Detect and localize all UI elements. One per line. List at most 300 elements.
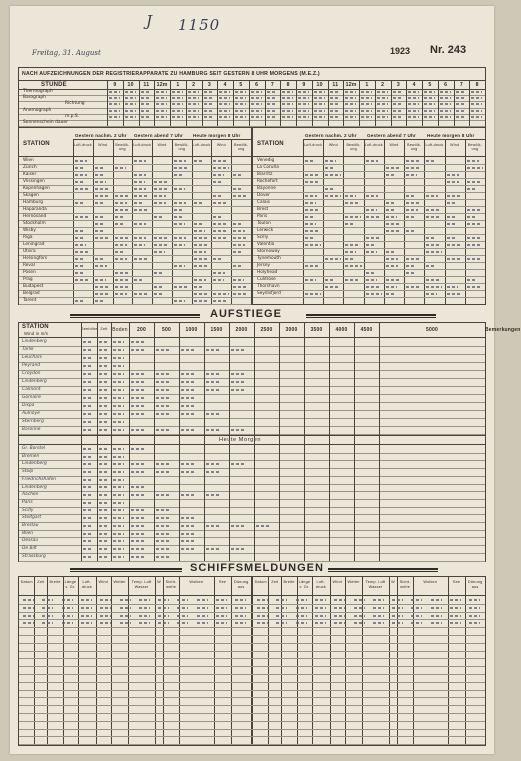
- hour-cell: 8: [286, 82, 290, 88]
- aufstiege-station: Leuchars: [22, 355, 42, 360]
- aufstiege-station: Stolp: [22, 469, 34, 475]
- aufstiege-station-col: STATION: [22, 324, 49, 330]
- handwritten-entry: [120, 607, 131, 609]
- group-left-1: Gestern nachm. 2 Uhr: [75, 133, 127, 138]
- aufstiege-station: Dispa: [22, 403, 35, 408]
- handwritten-entry: [194, 251, 206, 253]
- aufstiege-station: Strassburg: [22, 553, 46, 559]
- handwritten-entry: [447, 237, 455, 239]
- handwritten-entry: [406, 265, 415, 267]
- handwritten-entry: [100, 607, 111, 609]
- schiffs-col-header: Dünung aus: [467, 580, 483, 589]
- station-name: Prag: [23, 277, 33, 282]
- handwritten-entry: [134, 188, 146, 190]
- station-name: Kaiser: [23, 172, 37, 177]
- schiffs-col-header: Luft-druck: [315, 580, 326, 589]
- group-right-2: Gestern abend 7 Uhr: [367, 133, 416, 138]
- station-col-right: STATION: [257, 141, 284, 147]
- schiffs-col-header: Dünung aus: [233, 580, 249, 589]
- hour-cell: 11: [332, 82, 339, 88]
- aufstiege-station: Friedrichshafen: [22, 476, 57, 482]
- sub-header: Wind: [157, 143, 167, 147]
- handwritten-entry: [75, 230, 84, 232]
- group-right-3: Heute morgen 8 Uhr: [427, 133, 475, 138]
- station-name: Riga: [23, 235, 33, 240]
- handwritten-entry: [174, 300, 185, 302]
- handwritten-entry: [95, 216, 104, 218]
- station-name: Stornoway: [257, 249, 280, 254]
- station-name: Dover: [257, 193, 270, 198]
- schiffs-col-header: Länge v. Gr.: [64, 580, 77, 589]
- handwritten-entry: [75, 174, 87, 176]
- handwritten-entry: [426, 160, 435, 162]
- handwritten-entry: [174, 167, 190, 169]
- hour-cell: 6: [255, 82, 259, 88]
- handwritten-entry: [305, 237, 313, 239]
- handwritten-entry: [134, 293, 147, 295]
- handwritten-entry: [334, 615, 345, 617]
- handwritten-entry: [334, 607, 345, 609]
- aufstiege-title: AUFSTIEGE: [210, 308, 282, 320]
- aufstiege-station: Dessau: [22, 538, 39, 544]
- handwritten-entry: [139, 622, 150, 624]
- schiffs-col-header: Wolken: [189, 580, 204, 584]
- station-name: Jersey: [257, 263, 271, 268]
- hour-cell: 10: [316, 82, 323, 88]
- hour-cell: 9: [302, 82, 306, 88]
- handwritten-entry: [325, 167, 334, 169]
- handwritten-entry: [467, 244, 482, 246]
- handwritten-entry: [366, 209, 378, 211]
- handwritten-entry: [315, 599, 326, 601]
- handwritten-entry: [373, 599, 384, 601]
- handwritten-entry: [447, 202, 457, 204]
- hour-cell: 3: [207, 82, 211, 88]
- handwritten-entry: [296, 615, 307, 617]
- schiffs-col-header: Wind: [332, 580, 342, 584]
- stations-table: [18, 127, 486, 305]
- sub-header: Luft-druck: [73, 143, 92, 147]
- sub-header: Luft-druck: [425, 143, 444, 147]
- handwritten-entry: [325, 258, 341, 260]
- handwritten-entry: [469, 622, 480, 624]
- handwritten-entry: [447, 244, 461, 246]
- handwritten-entry: [95, 286, 108, 288]
- handwritten-entry: [115, 293, 127, 295]
- station-name: Brest: [257, 207, 269, 212]
- recorder-row-label: Barograph: [23, 95, 46, 101]
- handwritten-entry: [75, 279, 90, 281]
- handwritten-entry: [213, 195, 223, 197]
- handwritten-entry: [115, 209, 128, 211]
- handwritten-entry: [174, 209, 183, 211]
- stations-right-list: [253, 157, 485, 304]
- station-name: Posen: [23, 270, 36, 275]
- handwritten-entry: [233, 286, 245, 288]
- station-name: Bayonne: [257, 186, 276, 191]
- handwritten-entry: [194, 237, 208, 239]
- aufstiege-col-header: 200: [137, 327, 146, 333]
- handwritten-entry: [325, 174, 340, 176]
- handwritten-entry: [23, 599, 34, 601]
- handwritten-entry: [406, 202, 420, 204]
- handwritten-entry: [233, 188, 242, 190]
- handwritten-entry: [158, 622, 169, 624]
- schiffs-col-header: Breite: [283, 580, 295, 584]
- handwritten-entry: [426, 251, 442, 253]
- handwritten-entry: [406, 286, 419, 288]
- sub-header: Wind: [389, 143, 399, 147]
- handwritten-entry: [467, 279, 476, 281]
- aufstiege-station: Tarlik: [22, 347, 34, 352]
- recorder-row-label: m.p.S.: [65, 113, 80, 119]
- schiffs-col-header: Zeit: [271, 580, 279, 584]
- group-right-1: Gestern nachm. 2 Uhr: [305, 133, 357, 138]
- handwritten-entry: [276, 615, 287, 617]
- handwritten-entry: [174, 160, 187, 162]
- handwritten-entry: [233, 279, 243, 281]
- weather-report-sheet: [10, 6, 521, 754]
- handwritten-entry: [23, 607, 34, 609]
- handwritten-entry: [406, 216, 415, 218]
- handwritten-entry: [194, 279, 207, 281]
- station-name: Scilly: [257, 235, 269, 240]
- aufstiege-col-header: 2500: [260, 327, 273, 333]
- handwritten-entry: [115, 279, 129, 281]
- handwritten-entry: [194, 258, 209, 260]
- handwritten-entry: [95, 265, 107, 267]
- aufstiege-col-header: 2000: [235, 327, 248, 333]
- group-left-2: Gestern abend 7 Uhr: [134, 133, 183, 138]
- handwritten-entry: [447, 223, 457, 225]
- handwritten-entry: [469, 599, 480, 601]
- sub-header: Wind: [450, 143, 460, 147]
- aufstiege-station: Lindenberg: [22, 484, 47, 490]
- handwritten-entry: [134, 258, 148, 260]
- handwritten-entry: [23, 615, 34, 617]
- handwritten-entry: [233, 265, 243, 267]
- handwritten-entry: [450, 622, 461, 624]
- handwritten-entry: [366, 279, 377, 281]
- sub-header: Luft-druck: [364, 143, 383, 147]
- handwritten-entry: [216, 599, 227, 601]
- handwritten-entry: [447, 216, 458, 218]
- aufstiege-station: Calmont: [22, 387, 41, 392]
- handwritten-entry: [213, 223, 227, 225]
- aufstiege-station: Stoltgart: [22, 515, 42, 521]
- schiffs-col-header: Breite: [49, 580, 61, 584]
- handwritten-entry: [406, 272, 416, 274]
- sub-header: Bewölk-ung: [346, 143, 361, 151]
- handwritten-entry: [62, 599, 73, 601]
- handwritten-entry: [296, 622, 307, 624]
- handwritten-entry: [233, 237, 246, 239]
- handwritten-entry: [467, 216, 476, 218]
- handwritten-entry: [386, 223, 399, 225]
- handwritten-entry: [62, 622, 73, 624]
- hour-cell: 7: [459, 82, 463, 88]
- heute-morgen-label: Heute Morgen: [219, 437, 262, 443]
- handwritten-entry: [120, 622, 131, 624]
- station-name: Tynemouth: [257, 256, 281, 261]
- handwritten-entry: [134, 209, 149, 211]
- schiffs-col-header: See: [452, 580, 461, 584]
- station-name: Skagen: [23, 193, 39, 198]
- aufstiege-station: Gr. Borstel: [22, 446, 46, 451]
- stations-left-list: [19, 157, 251, 304]
- handwritten-entry: [386, 209, 394, 211]
- handwritten-entry: [366, 244, 374, 246]
- handwritten-date: Freitag, 31. August: [32, 49, 101, 57]
- aufstiege-station: Paris: [22, 499, 33, 505]
- schiffs-col-header: Länge v. Gr.: [298, 580, 311, 589]
- handwritten-entry: [386, 258, 399, 260]
- handwritten-entry: [95, 279, 106, 281]
- aufstiege-station: Breslau: [22, 523, 39, 528]
- schiffs-col-header: Sicht-weite: [165, 580, 177, 589]
- handwritten-entry: [392, 622, 403, 624]
- handwritten-entry: [174, 216, 184, 218]
- handwritten-entry: [158, 615, 169, 617]
- handwritten-entry: [366, 195, 378, 197]
- handwritten-entry: [467, 181, 483, 183]
- station-name: Stockholm: [23, 221, 46, 226]
- handwritten-entry: [426, 244, 440, 246]
- sub-header: Luft-druck: [304, 143, 323, 147]
- schiffs-col-header: W: [157, 580, 161, 584]
- handwritten-entry: [194, 286, 205, 288]
- station-name: Leningrad: [23, 242, 45, 247]
- schiffs-col-header: Zeit: [37, 580, 45, 584]
- handwritten-entry: [213, 258, 222, 260]
- handwritten-entry: [134, 237, 146, 239]
- hour-cell: 10: [127, 82, 134, 88]
- schiffs-col-header: Temp. Luft Wasser: [131, 580, 152, 589]
- sub-header: Luft-druck: [133, 143, 152, 147]
- sub-header: Bewölk-ung: [234, 143, 249, 151]
- handwritten-entry: [115, 167, 127, 169]
- handwritten-entry: [158, 599, 169, 601]
- handwritten-entry: [75, 265, 85, 267]
- handwritten-entry: [406, 160, 419, 162]
- handwritten-entry: [95, 237, 108, 239]
- handwritten-entry: [315, 615, 326, 617]
- handwritten-entry: [154, 272, 164, 274]
- handwritten-entry: [406, 167, 421, 169]
- handwritten-entry: [42, 599, 53, 601]
- handwritten-entry: [115, 258, 128, 260]
- handwritten-entry: [213, 279, 223, 281]
- handwritten-entry: [174, 244, 185, 246]
- handwritten-entry: [373, 615, 384, 617]
- handwritten-entry: [426, 286, 441, 288]
- hour-cell: 6: [444, 82, 448, 88]
- handwritten-entry: [233, 251, 242, 253]
- aufstiege-col-header: 3500: [310, 327, 323, 333]
- handwritten-entry: [194, 265, 209, 267]
- handwritten-entry: [386, 265, 398, 267]
- handwritten-entry: [305, 279, 316, 281]
- aufstiege-col-header: Boden: [112, 327, 128, 333]
- handwritten-entry: [426, 293, 436, 295]
- handwritten-entry: [426, 237, 435, 239]
- handwritten-entry: [426, 195, 438, 197]
- handwritten-entry: [177, 599, 188, 601]
- recorder-row-label: Sonnenschein dauer: [23, 119, 68, 125]
- schiffs-col-header: Temp. Luft Wasser: [365, 580, 386, 589]
- schiffs-col-header: See: [218, 580, 227, 584]
- handwritten-entry: [386, 202, 395, 204]
- aufstiege-station: De Bilt: [22, 546, 37, 552]
- hour-cell: 2: [381, 82, 385, 88]
- handwritten-entry: [139, 615, 150, 617]
- handwritten-entry: [325, 286, 338, 288]
- handwritten-entry: [386, 293, 396, 295]
- handwritten-entry: [386, 251, 396, 253]
- handwritten-entry: [174, 286, 190, 288]
- handwritten-entry: [235, 615, 246, 617]
- handwritten-entry: [115, 223, 124, 225]
- handwritten-entry: [325, 160, 336, 162]
- handwritten-entry: [115, 251, 124, 253]
- handwritten-entry: [305, 209, 319, 211]
- hour-label: STUNDE: [41, 82, 67, 88]
- handwritten-entry: [213, 300, 225, 302]
- aufstiege-col-header: 5000: [426, 327, 438, 333]
- handwritten-entry: [154, 286, 163, 288]
- handwritten-entry: [450, 607, 461, 609]
- handwritten-entry: [115, 272, 130, 274]
- handwritten-entry: [305, 230, 320, 232]
- aufstiege-col-header: 4000: [335, 327, 348, 333]
- handwritten-entry: [345, 279, 360, 281]
- handwritten-entry: [233, 195, 246, 197]
- handwritten-entry: [411, 615, 422, 617]
- schiffs-col-header: Wind: [98, 580, 108, 584]
- handwritten-entry: [216, 622, 227, 624]
- hour-cell: 8: [475, 82, 479, 88]
- handwritten-entry: [305, 244, 321, 246]
- station-name: Lerwick: [257, 228, 274, 233]
- handwritten-entry: [174, 202, 187, 204]
- station-name: Hamburg: [23, 200, 43, 205]
- handwritten-entry: [233, 244, 245, 246]
- handwritten-entry: [345, 265, 361, 267]
- handwritten-entry: [174, 188, 185, 190]
- handwritten-entry: [345, 223, 355, 225]
- handwritten-entry: [213, 272, 225, 274]
- handwritten-entry: [154, 188, 169, 190]
- handwritten-entry: [42, 607, 53, 609]
- handwritten-entry: [100, 599, 111, 601]
- handwritten-entry: [354, 607, 365, 609]
- handwritten-entry: [216, 607, 227, 609]
- handwritten-entry: [467, 209, 482, 211]
- handwritten-entry: [392, 607, 403, 609]
- handwritten-entry: [469, 615, 480, 617]
- handwritten-entry: [373, 622, 384, 624]
- handwritten-entry: [213, 174, 224, 176]
- handwritten-entry: [139, 599, 150, 601]
- handwritten-entry: [95, 293, 109, 295]
- recorder-row-label: Anemograph: [23, 107, 52, 113]
- handwritten-entry: [354, 599, 365, 601]
- station-name: Zürich: [23, 165, 37, 170]
- aufstiege-station: Aachen: [22, 492, 39, 498]
- handwritten-entry: [411, 622, 422, 624]
- station-name: Biarritz: [257, 172, 273, 177]
- handwritten-entry: [447, 258, 461, 260]
- handwritten-entry: [75, 202, 85, 204]
- aufstiege-station: Baronne: [22, 427, 41, 432]
- sub-header: Luft-druck: [192, 143, 211, 147]
- handwritten-entry: [257, 622, 268, 624]
- handwritten-entry: [305, 202, 316, 204]
- hour-cell: 3: [396, 82, 400, 88]
- handwritten-entry: [406, 230, 414, 232]
- hour-cell: 1: [365, 82, 369, 88]
- handwritten-entry: [134, 202, 143, 204]
- handwritten-entry: [75, 188, 88, 190]
- handwritten-entry: [81, 607, 92, 609]
- handwritten-entry: [174, 237, 186, 239]
- recorder-row-label: Thermograph: [23, 89, 53, 94]
- handwritten-entry: [194, 244, 208, 246]
- handwritten-entry: [305, 216, 315, 218]
- handwritten-entry: [305, 265, 318, 267]
- aufstiege-col-header: Bemerkungen: [485, 327, 521, 333]
- handwritten-entry: [366, 160, 379, 162]
- station-name: Budapest: [23, 284, 44, 289]
- aufstiege-station: Lindenberg: [22, 461, 47, 467]
- handwritten-entry: [467, 223, 480, 225]
- handwritten-entry: [177, 607, 188, 609]
- handwritten-entry: [467, 286, 481, 288]
- handwritten-entry: [154, 181, 167, 183]
- sub-header: Wind: [328, 143, 338, 147]
- handwritten-entry: [392, 599, 403, 601]
- schiffs-col-header: Datum: [254, 580, 267, 584]
- aufstiege-station: Wien: [22, 530, 34, 536]
- aufstiege-station: Lindenberg: [22, 379, 47, 384]
- handwritten-entry: [325, 279, 334, 281]
- handwritten-entry: [95, 188, 110, 190]
- sub-header: Wind: [216, 143, 226, 147]
- schiffs-col-header: W: [391, 580, 395, 584]
- handwritten-entry: [75, 160, 87, 162]
- handwritten-entry: [75, 258, 85, 260]
- handwritten-entry: [366, 286, 380, 288]
- handwritten-entry: [447, 195, 462, 197]
- handwritten-entry: [469, 607, 480, 609]
- handwritten-entry: [23, 622, 34, 624]
- sub-header: Wind: [98, 143, 108, 147]
- handwritten-entry: [345, 202, 359, 204]
- handwritten-entry: [120, 615, 131, 617]
- aufstiege-col-header: 1000: [185, 327, 198, 333]
- hour-cell: 12m: [345, 82, 357, 88]
- hour-cell: 9: [113, 82, 117, 88]
- handwritten-entry: [194, 160, 204, 162]
- schiffs-col-header: Wolken: [423, 580, 438, 584]
- sub-header: Bewölk-ung: [174, 143, 189, 151]
- handwritten-entry: [431, 607, 442, 609]
- handwritten-entry: [386, 230, 401, 232]
- aufstiege-col-header: 4500: [360, 327, 373, 333]
- handwritten-entry: [315, 607, 326, 609]
- handwritten-entry: [447, 293, 463, 295]
- handwritten-entry: [42, 615, 53, 617]
